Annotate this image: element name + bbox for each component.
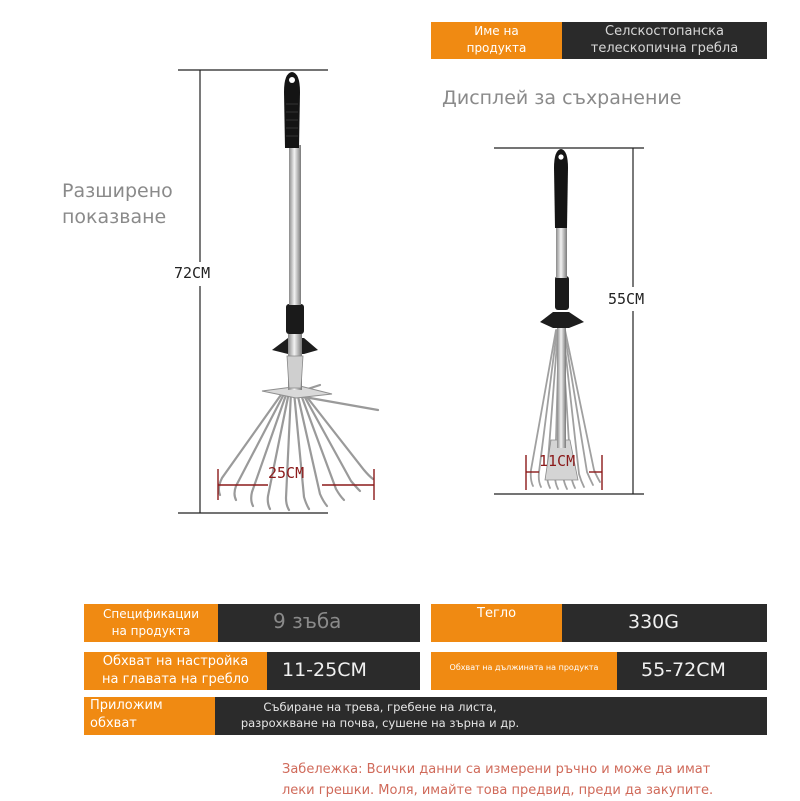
handle-range-label: Обхват на дължината на продукта [449,663,599,672]
storage-head-label: 11CM [539,452,576,470]
storage-view-title: Дисплей за съхранение [442,87,682,109]
product-name-label: Име на продукта [466,24,527,55]
head-range-value-cell [267,652,420,690]
scope-label: Приложим обхват [90,698,163,731]
extended-head-label: 25CM [268,464,305,482]
extended-view-title: Разширено показване [62,180,173,228]
extended-rake-collar [286,304,304,334]
extended-rake-shaft [289,145,301,305]
spec-label: Спецификации на продукта [103,607,199,638]
storage-rake-grip [554,149,568,228]
extended-length-label: 72CM [174,264,211,282]
weight-value-cell [562,604,767,642]
spec-value: 9 зъба [273,609,342,633]
head-range-value: 11-25CM [282,659,367,681]
scope-value: Събиране на трева, гребене на листа, разрохкване на почва, сушене на зърна и др. [240,700,520,730]
weight-value: 330G [628,611,679,633]
storage-length-label: 55CM [608,290,645,308]
extended-rake-grip [284,72,300,148]
head-range-label: Обхват на настройка на главата на гребло [102,654,249,687]
measurement-note: Забележка: Всички данни са измерени ръчно и може да имат леки грешки. Моля, имайте това предвид, преди да закупите. [282,762,714,798]
spec-label-cell [84,604,218,642]
product-name-value: Селскостопанска телескопична гребла [590,24,739,56]
spec-value-cell [218,604,420,642]
head-range-label-cell [84,652,267,690]
scope-value-cell [215,697,767,735]
handle-range-value: 55-72CM [641,659,726,681]
storage-rake-shaft [556,226,567,278]
weight-label: Тегло [477,606,517,621]
extended-length-dimension [178,70,328,513]
weight-label-cell [431,604,562,642]
scope-label-cell [84,697,215,735]
handle-range-label-cell [431,652,617,690]
storage-rake-bracket [540,312,584,328]
storage-rake-collar [555,276,569,310]
handle-range-value-cell [617,652,767,690]
extended-rake-tines [219,385,378,510]
